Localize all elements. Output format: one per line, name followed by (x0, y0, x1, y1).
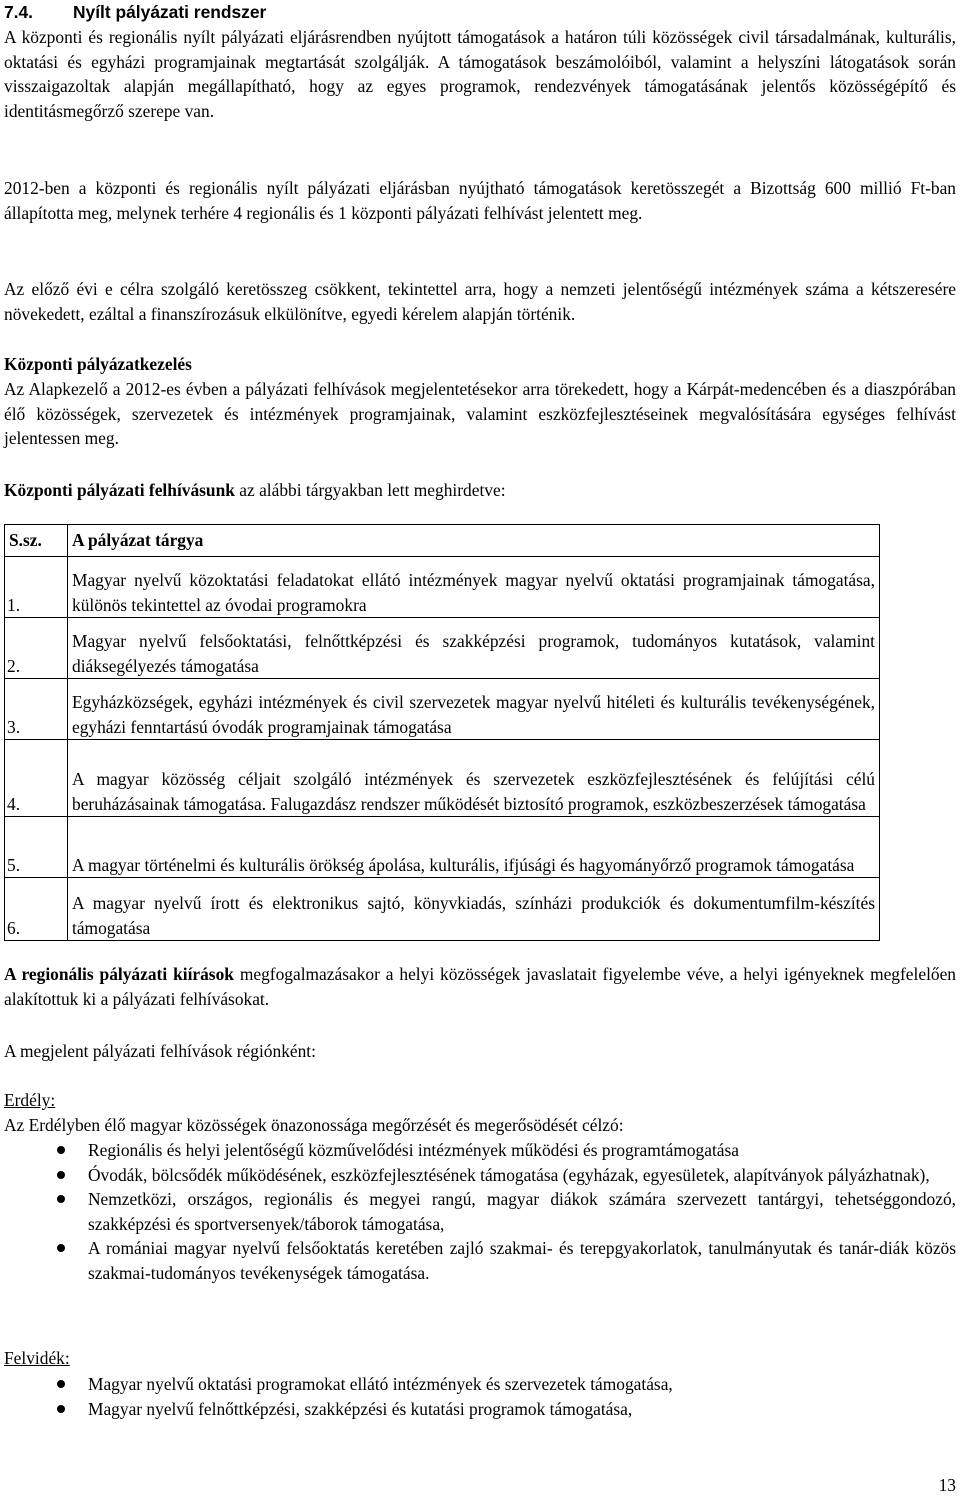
table-cell-topic: A magyar közösség céljait szolgáló intézmények és szervezetek eszközfejlesztésének és felújítási célú beruházásainak támogatása. Falugazdász rendszer működését biztosító programok, eszközbeszerzések támogatása (68, 740, 880, 817)
bullet-icon (57, 1146, 65, 1154)
regional-rest: megfogalmazásakor a helyi közösségek javaslatait figyelembe véve, a helyi igényeknek megfelelően alakítottuk ki a pályázati felhívásokat. (4, 964, 957, 1009)
table-row (5, 817, 880, 878)
bullet-icon (57, 1195, 65, 1203)
list-item (0, 1236, 956, 1285)
erdely-intro: Az Erdélyben élő magyar közösségek önazonossága megőrzését és megerősödését célzó: (4, 1115, 624, 1135)
table-cell-topic: A magyar történelmi és kulturális örökség ápolása, kulturális, ifjúsági és hagyományőrző programok támogatása (68, 817, 880, 878)
list-item (0, 1372, 956, 1397)
erdely-list (0, 1138, 956, 1285)
paragraph-intro: A központi és regionális nyílt pályázati eljárásrendben nyújtott támogatások a határon túli közösségek civil társadalmának, kulturális, oktatási és egyházi programjainak megtartását szolgálják. A támogatások beszámolóiból, valamint a helyszíni látogatások során visszaigazoltak alapján megállapítható, hogy az egyes programok, rendezvények támogatásának jelentős közösségépítő és identitásmegőrző szerepe van. (4, 27, 956, 121)
central-call-rest: az alábbi tárgyakban lett meghirdetve: (234, 480, 506, 500)
table-cell-number: 6. (5, 878, 68, 941)
table-row (5, 618, 880, 679)
bullet-icon (57, 1380, 65, 1388)
list-item-text: Regionális és helyi jelentőségű közművelődési intézmények működési és programtámogatása (88, 1140, 740, 1160)
list-item (0, 1138, 956, 1163)
table-header-row (5, 525, 880, 557)
table-cell-number: 4. (5, 740, 68, 817)
list-item (0, 1187, 956, 1236)
paragraph-budget: 2012-ben a központi és regionális nyílt pályázati eljárásban nyújtható támogatások keretösszegét a Bizottság 600 millió Ft-ban állapította meg, melynek terhére 4 regionális és 1 központi pályázati felhívást jelentett meg. (4, 178, 956, 223)
table-cell-topic: Magyar nyelvű közoktatási feladatokat ellátó intézmények magyar nyelvű oktatási programjainak támogatása, különös tekintettel az óvodai programokra (68, 557, 880, 618)
regions-intro: A megjelent pályázati felhívások régiónként: (4, 1041, 316, 1061)
table-header-topic: A pályázat tárgya (68, 525, 880, 557)
table-row (5, 557, 880, 618)
list-item-text: A romániai magyar nyelvű felsőoktatás keretében zajló szakmai- és terepgyakorlatok, tanulmányutak és tanár-diák közös szakmai-tudományos tevékenységek támogatása. (88, 1238, 956, 1283)
call-topics-table (4, 524, 880, 941)
central-call-line (4, 478, 956, 503)
table-header-number: S.sz. (5, 525, 68, 557)
list-item-text: Nemzetközi, országos, regionális és megyei rangú, magyar diákok számára szervezett tantárgyi, tehetséggondozó, szakképzési és sportversenyek/táborok támogatása, (88, 1189, 956, 1234)
paragraph-decrease: Az előző évi e célra szolgáló keretösszeg csökkent, tekintettel arra, hogy a nemzeti jelentőségű intézmények száma a kétszeresére növekedett, ezáltal a finanszírozásuk elkülönítve, egyedi kérelem alapján történik. (4, 279, 956, 324)
list-item-text: Magyar nyelvű oktatási programokat ellátó intézmények és szervezetek támogatása, (88, 1374, 673, 1394)
table-row (5, 878, 880, 941)
felvidek-list (0, 1372, 956, 1421)
page-number: 13 (938, 1475, 956, 1495)
table-cell-number: 3. (5, 679, 68, 740)
erdely-label: Erdély: (4, 1090, 56, 1110)
table-cell-topic: Magyar nyelvű felsőoktatási, felnőttképzési és szakképzési programok, tudományos kutatások, valamint diáksegélyezés támogatása (68, 618, 880, 679)
table-cell-topic: Egyházközségek, egyházi intézmények és civil szervezetek magyar nyelvű hitéleti és kulturális tevékenységének, egyházi fenntartású óvodák programjainak támogatása (68, 679, 880, 740)
list-item (0, 1163, 956, 1188)
bullet-icon (57, 1405, 65, 1413)
central-call-bold: Központi pályázati felhívásunk (4, 480, 235, 500)
table-row (5, 679, 880, 740)
table-cell-number: 5. (5, 817, 68, 878)
section-heading (4, 0, 956, 26)
table-cell-topic: A magyar nyelvű írott és elektronikus sajtó, könyvkiadás, színházi produkciók és dokumentumfilm-készítés támogatása (68, 878, 880, 941)
table-row (5, 740, 880, 817)
bullet-icon (57, 1244, 65, 1252)
list-item (0, 1397, 956, 1422)
central-heading: Központi pályázatkezelés (4, 354, 192, 374)
list-item-text: Magyar nyelvű felnőttképzési, szakképzési és kutatási programok támogatása, (88, 1398, 633, 1419)
bullet-icon (57, 1171, 65, 1179)
table-cell-number: 1. (5, 557, 68, 618)
section-title: Nyílt pályázati rendszer (73, 2, 267, 22)
central-paragraph: Az Alapkezelő a 2012-es évben a pályázati felhívások megjelentetésekor arra törekedett, hogy a Kárpát-medencében és a diaszpórában élő közösségek, szervezetek és intézmények programjainak, valamint eszközfejlesztéseinek megvalósítására egységes felhívást jelentessen meg. (4, 379, 956, 448)
regional-paragraph (4, 962, 956, 1011)
section-number: 7.4. (4, 2, 34, 22)
list-item-text: Óvodák, bölcsődék működésének, eszközfejlesztésének támogatása (egyházak, egyesületek, alapítványok pályázhatnak), (88, 1164, 930, 1185)
felvidek-label: Felvidék: (4, 1348, 70, 1368)
regional-bold: A regionális pályázati kiírások (4, 964, 234, 984)
table-cell-number: 2. (5, 618, 68, 679)
